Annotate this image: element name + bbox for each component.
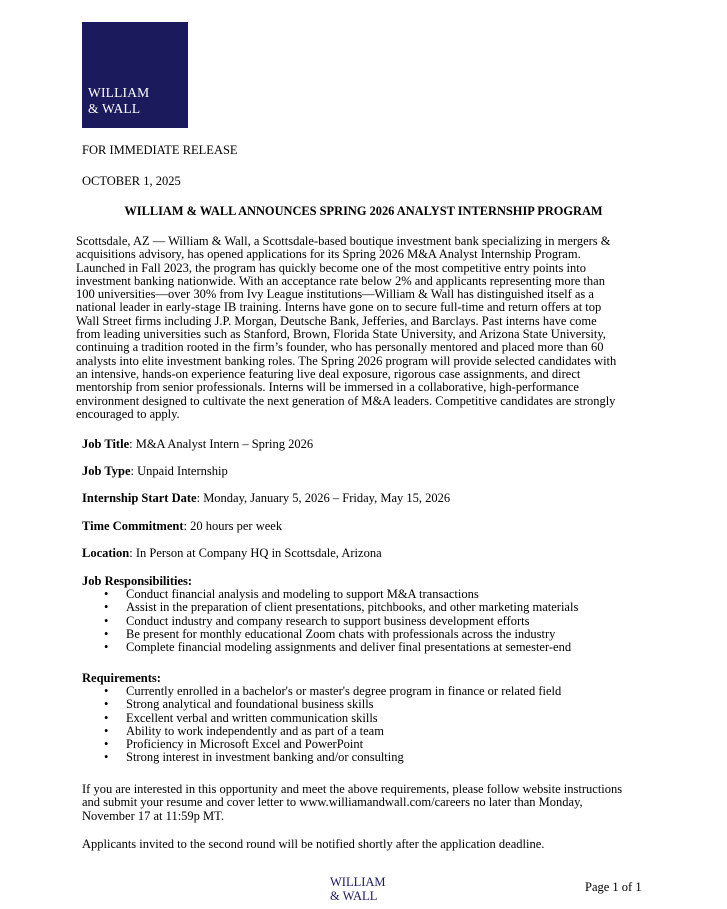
list-item: • Strong interest in investment banking and/or consulting [82, 751, 561, 764]
list-item: • Strong analytical and foundational business skills [82, 698, 561, 711]
final-note-line: Applicants invited to the second round will be notified shortly after the application deadline. [82, 837, 545, 851]
body-line: from leading universities such as Stanford, Brown, Florida State University, and Arizona State University, [76, 327, 606, 342]
job-title-field [82, 438, 313, 451]
body-line: acquisitions advisory, has opened applications for its Spring 2026 M&A Analyst Internship Program. [76, 247, 581, 262]
time-commitment-label: Time Commitment [82, 519, 184, 533]
job-title-label: Job Title [82, 437, 130, 451]
start-date-label: Internship Start Date [82, 491, 197, 505]
body-line: investment banking nationwide. With an acceptance rate below 2% and applicants representing more than [76, 273, 605, 288]
list-item: • Currently enrolled in a bachelor's or master's degree program in finance or related field [82, 685, 561, 698]
start-date-value: : Monday, January 5, 2026 – Friday, May 15, 2026 [196, 491, 451, 505]
list-item: • Excellent verbal and written communication skills [82, 712, 561, 725]
footer-logo-line-2: & WALL [330, 888, 378, 903]
time-commitment-value: : 20 hours per week [183, 519, 283, 533]
body-line: Scottsdale, AZ — William & Wall, a Scottsdale-based boutique investment bank specializing in mergers & [76, 234, 611, 248]
body-line: 100 universities—over 30% from Ivy League institutions—William & Wall has distinguished itself as a [76, 287, 594, 302]
job-type-field [82, 465, 228, 478]
page-number: Page 1 of 1 [585, 880, 642, 894]
headline: WILLIAM & WALL ANNOUNCES SPRING 2026 ANALYST INTERNSHIP PROGRAM [124, 204, 603, 218]
body-line: Wall Street firms including J.P. Morgan, Deutsche Bank, Jefferies, and Barclays. Past interns have come [76, 313, 597, 328]
logo-text [88, 85, 149, 117]
start-date-field [82, 492, 450, 505]
job-title-value: : M&A Analyst Intern – Spring 2026 [129, 437, 314, 451]
requirements-list [82, 685, 561, 765]
list-item: • Be present for monthly educational Zoom chats with professionals across the industry [82, 628, 578, 641]
responsibilities-list [82, 588, 578, 654]
release-label: FOR IMMEDIATE RELEASE [82, 143, 238, 157]
list-item: • Ability to work independently and as part of a team [82, 725, 561, 738]
closing-paragraph [82, 783, 662, 823]
body-line: national leader in early-stage IB training. Interns have gone on to secure full-time and return offers at top [76, 300, 602, 315]
list-item: • Conduct industry and company research to support business development efforts [82, 615, 578, 628]
company-logo [82, 22, 188, 128]
body-paragraph [76, 235, 656, 421]
body-line: an intensive, hands-on experience featuring live deal exposure, rigorous case assignments, and direct [76, 366, 581, 381]
closing-line: If you are interested in this opportunity and meet the above requirements, please follow website instructions [82, 782, 623, 796]
time-commitment-field [82, 520, 282, 533]
body-line: continuing a tradition rooted in the firm’s founder, who has personally mentored and placed more than 60 [76, 340, 604, 355]
body-line: mentorship from senior professionals. Interns will be immersed in a collaborative, high-performance [76, 380, 579, 395]
body-line: encouraged to apply. [76, 406, 180, 421]
list-item: • Proficiency in Microsoft Excel and PowerPoint [82, 738, 561, 751]
final-note [82, 838, 662, 851]
body-line: environment designed to cultivate the next generation of M&A leaders. Competitive candidates are strongly [76, 393, 616, 408]
requirements-title: Requirements: [82, 671, 161, 685]
footer-logo-line-1: WILLIAM [330, 875, 386, 889]
job-type-label: Job Type [82, 464, 131, 478]
footer-logo [330, 876, 386, 903]
logo-line-1: WILLIAM [88, 85, 150, 100]
job-type-value: : Unpaid Internship [130, 464, 228, 478]
release-date: OCTOBER 1, 2025 [82, 174, 181, 188]
body-line: Launched in Fall 2023, the program has quickly become one of the most competitive entry points into [76, 260, 586, 275]
responsibilities-title: Job Responsibilities: [82, 574, 193, 588]
location-value: : In Person at Company HQ in Scottsdale, Arizona [129, 546, 382, 560]
location-label: Location [82, 546, 130, 560]
list-item: • Complete financial modeling assignments and deliver final presentations at semester-end [82, 641, 578, 654]
body-line: analysts into elite investment banking roles. The Spring 2026 program will provide selected candidates with [76, 353, 617, 368]
logo-line-2: & WALL [88, 101, 141, 116]
location-field [82, 547, 382, 560]
list-item: • Assist in the preparation of client presentations, pitchbooks, and other marketing materials [82, 601, 578, 614]
closing-line: and submit your resume and cover letter to www.williamandwall.com/careers no later than Monday, [82, 795, 583, 810]
closing-line: November 17 at 11:59p MT. [82, 808, 224, 823]
list-item: • Conduct financial analysis and modeling to support M&A transactions [82, 588, 578, 601]
